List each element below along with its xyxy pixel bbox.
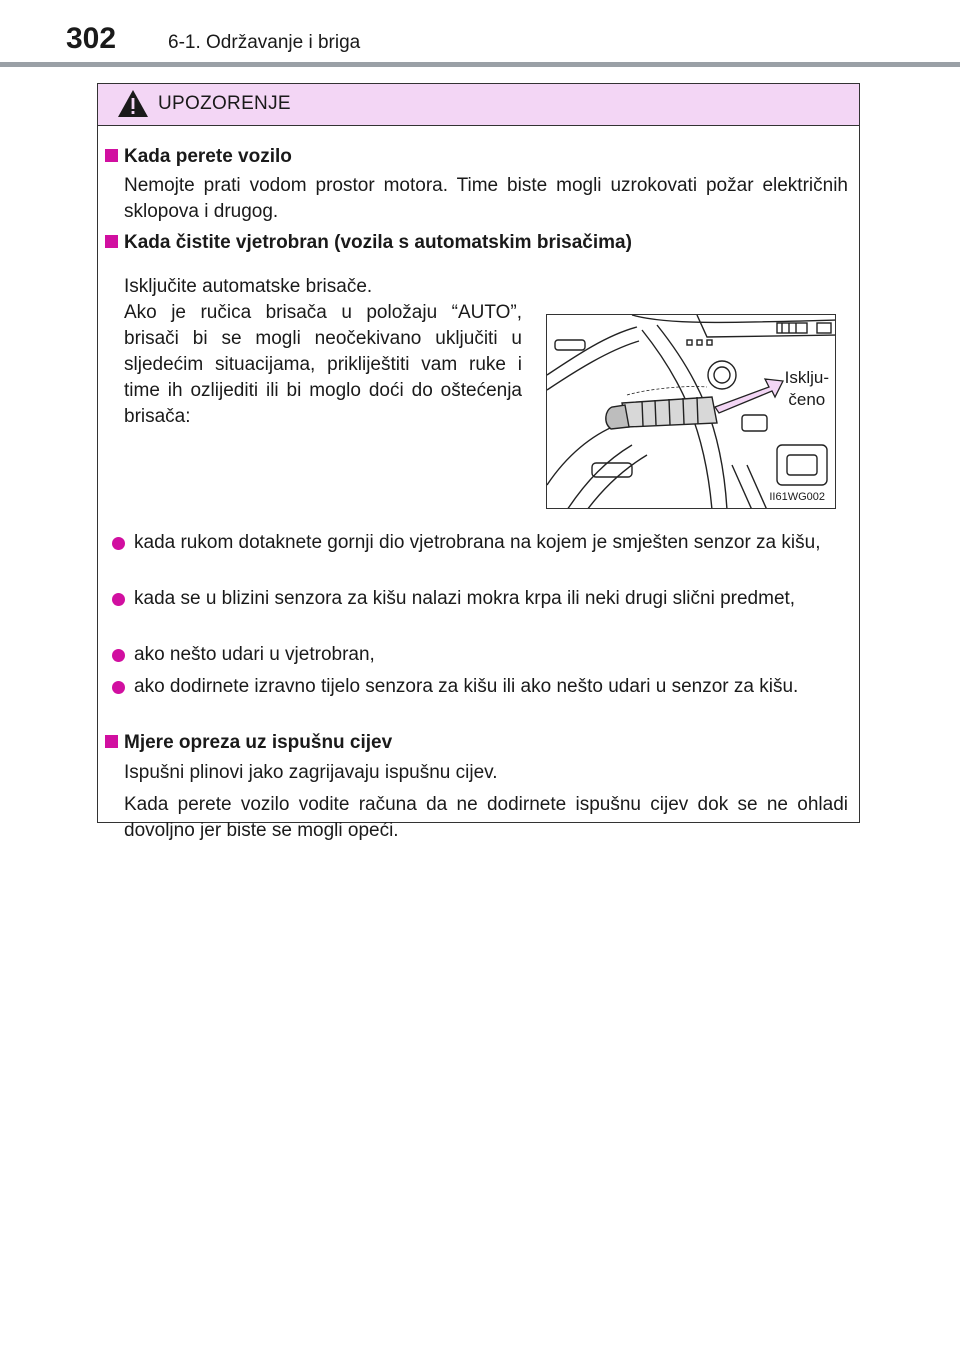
section-heading-washing: Kada perete vozilo: [105, 146, 292, 168]
square-bullet-icon: [105, 149, 118, 162]
list-item: kada se u blizini senzora za kišu nalazi mokra krpa ili neki drugi slični predmet,: [112, 586, 854, 612]
warning-title: UPOZORENJE: [158, 93, 291, 114]
wiper-lever-figure: [546, 314, 836, 509]
list-item: ako dodirnete izravno tijelo senzora za kišu ili ako nešto udari u senzor za kišu.: [112, 674, 854, 700]
page-number: 302: [66, 22, 117, 55]
figure-code: II61WG002: [769, 491, 825, 503]
paragraph-exhaust-2: Kada perete vozilo vodite računa da ne dodirnete ispušnu cijev dok se ne ohladi dovoljno jer biste se mogli opeći.: [124, 794, 848, 841]
section-heading-exhaust: Mjere opreza uz ispušnu cijev: [105, 732, 392, 754]
round-bullet-icon: [112, 537, 125, 550]
warning-box: [97, 83, 860, 841]
warning-header: [98, 84, 859, 126]
section-title: 6-1. Održavanje i briga: [168, 32, 361, 53]
figure-label-off: Isklju- čeno: [784, 368, 829, 409]
paragraph-exhaust-1: Ispušni plinovi jako zagrijavaju ispušnu cijev.: [124, 762, 498, 783]
wiper-lever-illustration: [547, 315, 836, 509]
section-heading-windshield: Kada čistite vjetrobran (vozila s automatskim brisačima): [105, 232, 632, 254]
page-header: [0, 0, 960, 70]
round-bullet-icon: [112, 593, 125, 606]
round-bullet-icon: [112, 681, 125, 694]
list-item: ako nešto udari u vjetrobran,: [112, 642, 854, 668]
square-bullet-icon: [105, 735, 118, 748]
paragraph-washing: Nemojte prati vodom prostor motora. Time biste mogli uzrokovati požar električnih sklopova i drugog.: [124, 175, 848, 222]
square-bullet-icon: [105, 235, 118, 248]
round-bullet-icon: [112, 649, 125, 662]
header-rule: [0, 62, 960, 67]
paragraph-windshield-intro: Isključite automatske brisače. Ako je ručica brisača u položaju “AUTO”, brisači bi se mogli neočekivano uključiti u sljedećim situacijama, prikliještiti vam ruke i time ih ozlijediti ili bi moglo doći do oštećenja brisača:: [124, 276, 522, 427]
list-item: kada rukom dotaknete gornji dio vjetrobrana na kojem je smješten senzor za kišu,: [112, 530, 854, 556]
warning-triangle-icon: [117, 89, 149, 119]
